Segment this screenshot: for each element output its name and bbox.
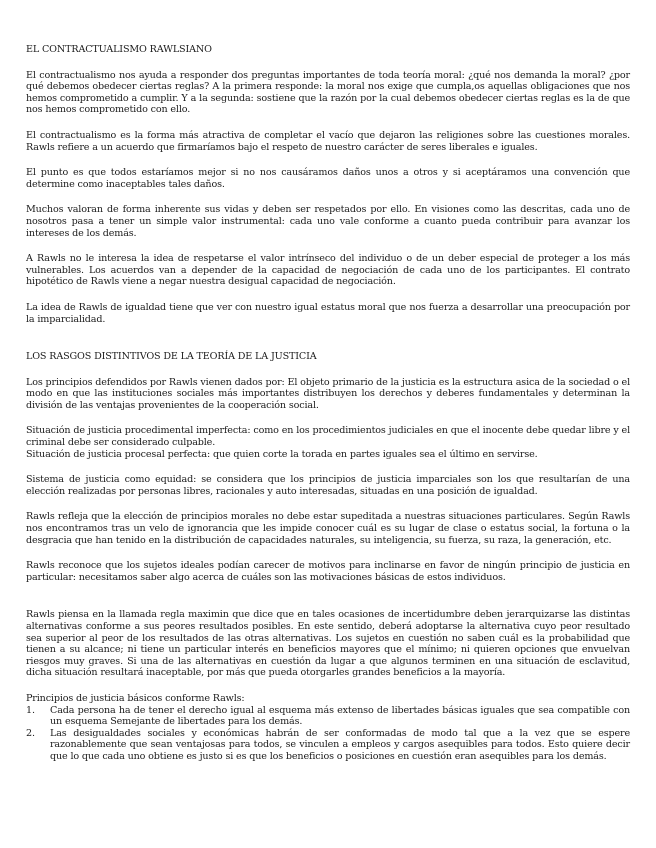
paragraph: A Rawls no le interesa la idea de respetarse el valor intrínseco del individuo o de un deber especial de proteger a los más vulnerables. Los acuerdos van a depender de la capacidad de negociación de cada uno de los participantes. El contrato hipotético de Rawls viene a negar nuestra desigual capacidad de negociación.: [26, 253, 630, 288]
paragraph: Los principios defendidos por Rawls vienen dados por: El objeto primario de la justicia es la estructura asica de la sociedad o el modo en que las instituciones sociales más importantes distribuyen los derechos y deberes fundamentales y determinan la división de las ventajas provenientes de la cooperación social.: [26, 376, 630, 411]
list-item-text: Las desigualdades sociales y económicas habrán de ser conformadas de modo tal que a la vez que se espere razonablemente que sean ventajosas para todos, se vinculen a empleos y cargos asequibles para todos. Esto quiere decir que lo que cada uno obtiene es justo si es que los beneficios o posiciones en cuestión eran asequibles para los demás.: [50, 727, 630, 762]
paragraph: El punto es que todos estaríamos mejor si no nos causáramos daños unos a otros y si aceptáramos una convención que determine como inaceptables tales daños.: [26, 167, 630, 190]
paragraph-justicia-perfecta: Situación de justicia procesal perfecta: que quien corte la torada en partes iguales sea el último en servirse.: [26, 448, 538, 460]
paragraph: Rawls reconoce que los sujetos ideales podían carecer de motivos para inclinarse en favor de ningún principio de justicia en particular: necesitamos saber algo acerca de cuáles son las motivaciones básicas de estos individuos.: [26, 560, 630, 583]
section-title-contractualismo: EL CONTRACTUALISMO RAWLSIANO: [26, 44, 212, 55]
list-item: [26, 705, 630, 728]
paragraph: El contractualismo es la forma más atractiva de completar el vacío que dejaron las religiones sobre las cuestiones morales. Rawls refiere a un acuerdo que firmaríamos bajo el respeto de nuestro carácter de seres liberales e iguales.: [26, 129, 630, 153]
paragraph: La idea de Rawls de igualdad tiene que ver con nuestro igual estatus moral que nos fuerza a desarrollar una preocupación por la imparcialidad.: [26, 301, 630, 325]
paragraph: Muchos valoran de forma inherente sus vidas y deben ser respetados por ello. En visiones como las descritas, cada uno de nosotros pasa a tener un simple valor instrumental: cada uno vale conforme a cuanto pueda contribuir para avanzar los intereses de los demás.: [26, 204, 630, 239]
list-item-text: Cada persona ha de tener el derecho igual al esquema más extenso de libertades básicas iguales que sea compatible con un esquema Semejante de libertades para los demás.: [50, 704, 630, 728]
principles-intro: Principios de justicia básicos conforme Rawls:: [26, 692, 245, 704]
list-item: [26, 728, 630, 763]
paragraph-justicia-imperfecta: Situación de justicia procedimental imperfecta: como en los procedimientos judiciales en que el inocente debe quedar libre y el criminal debe ser considerado culpable.: [26, 425, 630, 449]
paragraph: Sistema de justicia como equidad: se considera que los principios de justicia imparciales son los que resultarían de una elección realizadas por personas libres, racionales y auto interesadas, situadas en una posición de igualdad.: [26, 474, 630, 497]
list-number: 2.: [26, 727, 35, 739]
list-number: 1.: [26, 704, 35, 716]
paragraph: El contractualismo nos ayuda a responder dos preguntas importantes de toda teoría moral: ¿qué nos demanda la moral? ¿por qué debemos obedecer ciertas reglas? A la primera responde: la moral nos exige que cumpla,os aquellas obligaciones que nos hemos comprometido a cumplir. Y a la segunda: sostiene que la razón por la cual debemos obedecer ciertas reglas es la de que nos hemos comprometido con ello.: [26, 69, 630, 116]
principles-list: [26, 705, 630, 763]
section-title-rasgos-distintivos: LOS RASGOS DISTINTIVOS DE LA TEORÍA DE LA JUSTICIA: [26, 351, 317, 363]
paragraph-maximin: Rawls piensa en la llamada regla maximin que dice que en tales ocasiones de incertidumbre deben jerarquizarse las distintas alternativas conforme a sus peores resultados posibles. En este sentido, deberá adoptarse la alternativa cuyo peor resultado sea superior al peor de los resultados de las otras alternativas. Los sujetos en cuestión no saben cuál es la probabilidad que tienen a su alcance; ni tiene un particular interés en beneficios mayores que el mínimo; ni quieren opciones que envuelvan riesgos muy graves. Si una de las alternativas en cuestión da lugar a que algunos terminen en una situación de esclavitud, dicha situación resultará inaceptable, por más que pueda otorgarles grandes beneficios a la mayoría.: [26, 609, 630, 679]
paragraph: Rawls refleja que la elección de principios morales no debe estar supeditada a nuestras situaciones particulares. Según Rawls nos encontramos tras un velo de ignorancia que les impide conocer cuál es su lugar de clase o estatus social, la fortuna o la desgracia que han tenido en la distribución de capacidades naturales, su inteligencia, su fuerza, su raza, la generación, etc.: [26, 511, 630, 546]
